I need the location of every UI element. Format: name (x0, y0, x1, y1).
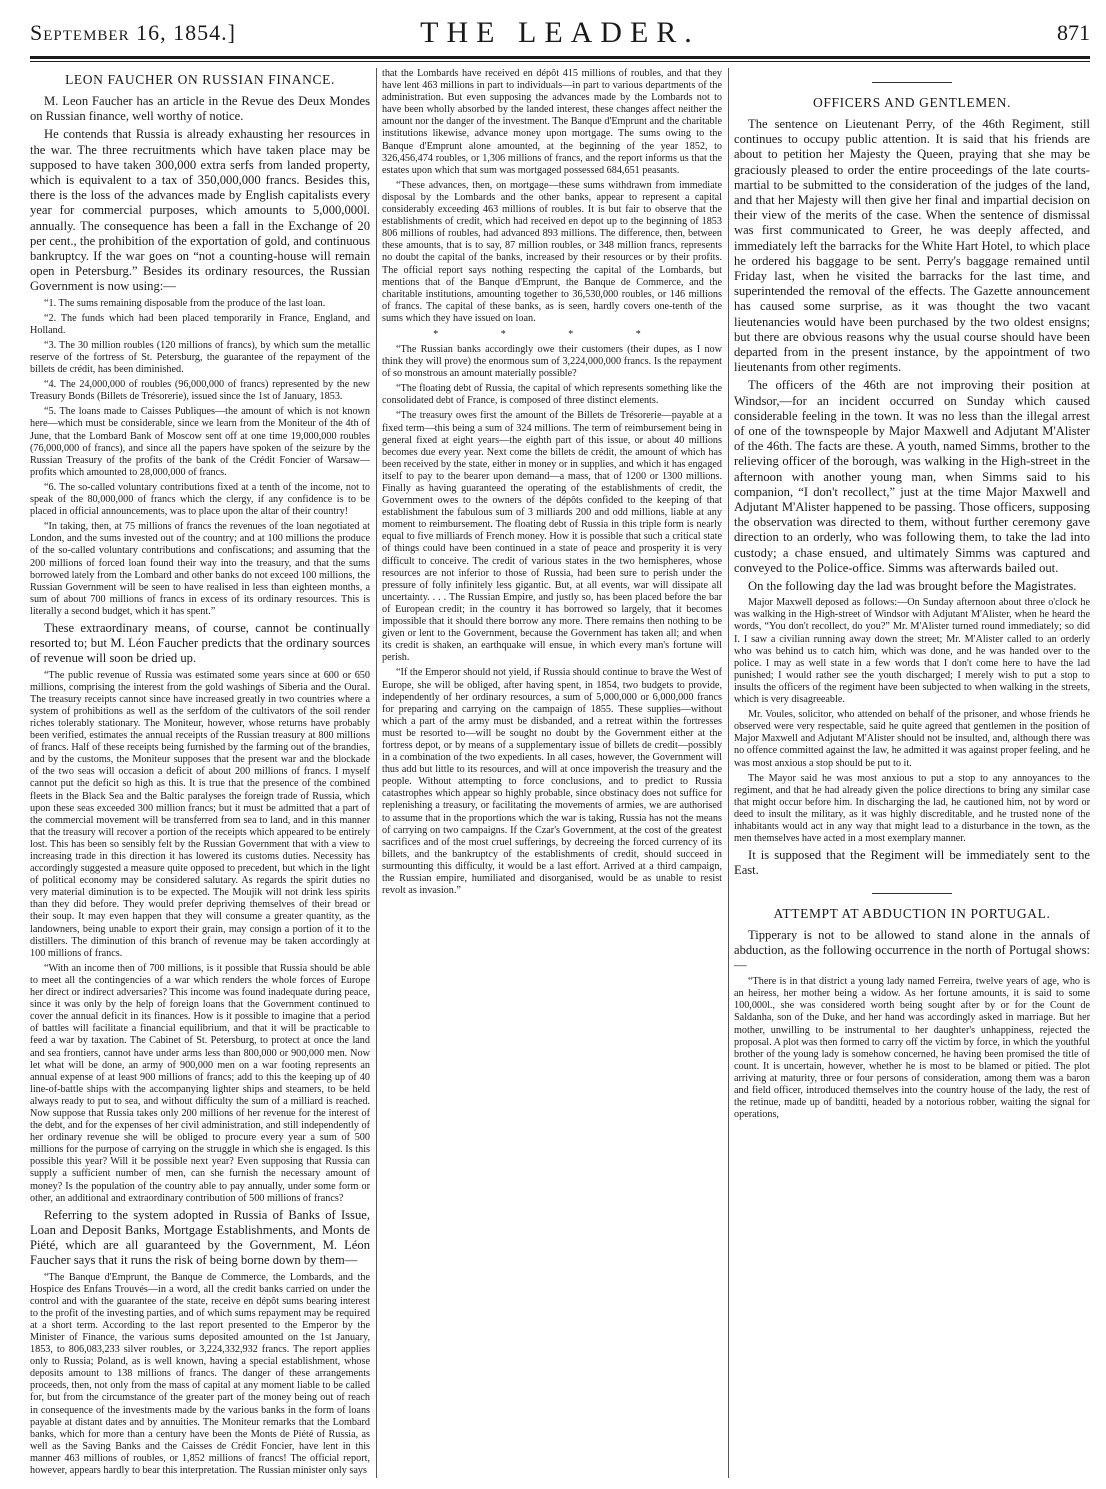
article-title: ATTEMPT AT ABDUCTION IN PORTUGAL. (773, 905, 1051, 921)
quoted-paragraph: Major Maxwell deposed as follows:—On Sunday afternoon about three o'clock he was walking in the High-street of Windsor with Adjutant M'Alister, when he heard the words, “You don't recollect, do you?” Mr. M'Alister turned round immediately; so did I. I saw a civilian running away down the street; Mr. M'Alister called to an orderly who was behind us to catch him, which was done, and he was handed over to the police. I may as well state in a few words that I don't come here to have the lad punished; I would rather see the youth discharged; I merely wish to put a stop to insults the officers of the regiment have been subjected to when walking in the streets, which is very disagreeable. (734, 597, 1090, 706)
paragraph: He contends that Russia is already exhausting her resources in the war. The three recruitments which have taken place may be supposed to have taken 300,000 extra serfs from landed property, which is equivalent to a tax of 350,000,000 francs. Besides this, there is the loss of the advances made by English capitalists every year for commercial purposes, which amounts to 5,000,000l. annually. The consequence has been a fall in the Exchange of 20 per cent., the prohibition of the exportation of gold, and continuous bankruptcy. If the war goes on “not a counting-house will remain open in Petersburg.” Besides its ordinary resources, the Russian Government is now using:— (30, 127, 370, 294)
article-separator (872, 893, 952, 894)
paragraph: It is supposed that the Regiment will be immediately sent to the East. (734, 848, 1090, 878)
quoted-paragraph: “If the Emperor should not yield, if Russia should continue to brave the West of Europe, she will be obliged, after having spent, in 1854, two budgets to provide, independently of her ordinary resources, a sum of 5,000,000 or 6,000,000 francs for preparing and carrying on the campaign of 1855. These supplies—without which a part of the army must be disbanded, and a retreat within the fortresses must be resorted to—will be sought no doubt by the Government either at the fortress depot, or by means of a supplementary issue of billets de credit—possibly in a combination of the two expedients. In all cases, however, the Government will thus add but little to its resources, and will at once impoverish the treasury and the people. Without attempting to force conclusions, and to predict to Russia catastrophes which appear so highly probable, since obstinacy does not suffice for replenishing a treasury, or facilitating the movements of armies, we are authorised to assume that in the proportions which the war is taking, Russia has not the means of carrying on two campaigns. If the Czar's Government, at the cost of the greatest sacrifices and of the most cruel sufferings, by decreeing the forced currency of its billets, and the bankruptcy of the establishments of credit, should succeed in surmounting this difficulty, it would be a last effort. Arrived at a third campaign, the Russian empire, humiliated and disorganised, would be as unable to resist revolt as invasion.” (382, 667, 722, 897)
paragraph: These extraordinary means, of course, cannot be continually resorted to; but M. Léon Faucher predicts that the ordinary sources of revenue will soon be dried up. (30, 620, 370, 666)
quoted-paragraph: “The public revenue of Russia was estimated some years since at 600 or 650 millions, comprising the interest from the gold washings of Siberia and the Oural. The treasury receipts cannot since have increased greatly in two countries where a system of prohibitions as well as the serfdom of the cultivators of the soil render riches tolerably stationary. The Moniteur, however, whose returns have probably been verified, estimates the annual receipts of the Russian treasury at 800 millions of francs. Half of these receipts being furnished by the farming out of the brandies, and by the customs, the Moniteur supposes that the present war and the blockade of the two seas will occasion a deficit of about 200 millions of francs. I myself cannot put the deficit so high as this. It is true that the presence of the combined fleets in the Black Sea and the Baltic paralyses the foreign trade of Russia, which upon these seas exceeded 300 million francs; but it must be admitted that a part of the commercial movement will be transferred from sea to land, and in this manner that the treasury will recover a portion of the receipts which appeared to be entirely lost. This has been so sensibly felt by the Russian Government that with a view to increasing trade in this direction it has lowered its customs duties. Necessity has accordingly suggested a measure quite opposed to precedent, but which in the light of political economy may be considered salutary. As regards the spirit duties no very material diminution is to be expected. The Moujik will not drink less spirits than they did before. They would prefer depriving themselves of their bread or their soup. It may even happen that they will consume a greater quantity, as the landowners, being unable to export their grain, may consign a portion of it to the distillers. The diminution of this branch of revenue may be taken accordingly at 100 millions of francs. (30, 669, 370, 959)
article-title: OFFICERS AND GENTLEMEN. (813, 95, 1011, 110)
quoted-paragraph: that the Lombards have received en dépôt 415 millions of roubles, and that they have lent 463 millions in part to individuals—in part to various departments of the administration. But even supposing the advances made by the Lombards not to have been wholly absorbed by the landed interest, these changes affect neither the amount nor the danger of the investment. The Banque d'Emprunt and the charitable institutions likewise, advance money upon mortgage. The sums owing to the Banque d'Emprunt alone amounted, at the beginning of the year 1852, to 326,456,474 roubles, or 1,306 millions of francs, and the report informs us that the estates upon which that sum was mortgaged possessed 684,651 peasants. (382, 68, 722, 176)
page-number: 871 (1057, 20, 1090, 45)
quoted-paragraph: “The Russian banks accordingly owe their customers (their dupes, as I now think they will prove) the enormous sum of 3,224,000,000 francs. Is the repayment of so monstrous an amount materially possible? (382, 343, 722, 380)
newspaper-title: THE LEADER. (420, 16, 700, 49)
quoted-paragraph: “2. The funds which had been placed temporarily in France, England, and Holland. (30, 312, 370, 336)
column-divider (376, 68, 377, 1478)
issue-date: September 16, 1854.] (30, 20, 236, 45)
quoted-paragraph: “These advances, then, on mortgage—these sums withdrawn from immediate disposal by the Lombards and the other banks, appear to represent a capital considerably exceeding 463 millions of roubles. It is but fair to observe that the establishments of credit, which had received en depot up to the beginning of 1853 806 millions of roubles, had advanced 893 millions. The difference, then, between these amounts, that is to say, 87 million roubles, or 348 million francs, represents no doubt the capital of the banks, increased by their resources or by their profits. The official report says nothing respecting the capital of the Lombards, but mentions that of the Banque d'Emprunt, the Banque de Commerce, and the charitable institutions, amounting together to 36,530,000 roubles, or 146 millions of francs. The capital of these banks, as is seen, hardly covers one-tenth of the sums which they have issued on loan. (382, 179, 722, 324)
column-3 (734, 68, 1090, 1478)
quoted-paragraph: “With an income then of 700 millions, is it possible that Russia should be able to meet all the contingencies of a war which renders the whole forces of Europe her direct or indirect adversaries? This income was found inadequate during peace, since it was only by the help of foreign loans that the Government continued to cover the annual deficit in its finances. How is it possible to imagine that a period of battles will facilitate a financial equilibrium, and that it will be practicable to feed a war by taxation. The Cabinet of St. Petersburg, to protect at once the land and sea frontiers, cannot have under arms less than 800,000 or 900,000 men. Now let what will be done, an army of 900,000 men on a war footing represents an annual expense of at least 900 millions of francs; add to this the keeping up of 40 line-of-battle ships with the accompanying lighter ships and steamers, to be held always ready to put to sea, and without difficulty the sum of a milliard is reached. Now suppose that Russia takes only 200 millions of her revenue for the interest of the debt, and for the expenses of her civil administration, and still independently of her ordinary revenue she will be obliged to procure every year a sum of 500 millions for the purpose of carrying on the struggle in which she is engaged. Is this possible this year? Will it be possible next year? Even supposing that Russia can supply a sufficient number of men, can she furnish the necessary amount of money? Is the population of the country able to pay annually, under some form or other, an additional and extraordinary contribution of 500 millions of francs? (30, 962, 370, 1204)
quoted-paragraph: “4. The 24,000,000 of roubles (96,000,000 of francs) represented by the new Treasury Bonds (Billets de Trésorerie), issued since the 1st of January, 1853. (30, 379, 370, 403)
quoted-paragraph: “1. The sums remaining disposable from the produce of the last loan. (44, 297, 326, 309)
masthead (30, 8, 1090, 52)
paragraph: Referring to the system adopted in Russia of Banks of Issue, Loan and Deposit Banks, Mortgage Establishments, and Monts de Piété, which are all guaranteed by the Government, M. Léon Faucher says that it runs the risk of being borne down by them— (30, 1207, 370, 1268)
quoted-paragraph: The Mayor said he was most anxious to put a stop to any annoyances to the regiment, and that he had already given the police directions to bring any similar case that might occur before him. In discharging the lad, he cautioned him, not by word or deed to insult the military, as it was highly discreditable, and he trusted none of the inhabitants would act in any way that might lead to a disturbance in the town, as the men themselves have acted in a most exemplary manner. (734, 772, 1090, 845)
column-2 (382, 68, 722, 1478)
paragraph: Tipperary is not to be allowed to stand alone in the annals of abduction, as the following occurrence in the north of Portugal shows:— (734, 927, 1090, 972)
paragraph: The sentence on Lieutenant Perry, of the 46th Regiment, still continues to occupy public attention. It is said that his friends are about to petition her Majesty the Queen, praying that she may be graciously pleased to order the entire proceedings of the late courts-martial to be submitted to the consideration of the judges of the land, and that her Majesty will then give her final and impartial decision on their view of the merits of the case. When the sentence of dismissal was first communicated to Greer, he was deeply affected, and immediately left the barracks for the White Hart Hotel, to which place he ordered his baggage to be sent. Perry's baggage remained until Friday last, when he visited the barracks for the last time, and superintended the removal of the effects. The Gazette announcement has caused some surprise, as it was thought the two vacant lieutenancies would have been purchased by the two oldest ensigns; but there are obvious reasons why the usual course should have been departed from in the present instance, by the appointment of two lieutenants from other regiments. (734, 117, 1090, 375)
quoted-paragraph: “The floating debt of Russia, the capital of which represents something like the consolidated debt of France, is composed of three distinct elements. (382, 383, 722, 407)
masthead-rule-thin (30, 61, 1090, 62)
quoted-paragraph: “There is in that district a young lady named Ferreira, twelve years of age, who is an heiress, her mother being a widow. As her fortune amounts, it is said to some 100,000l., she was considered worth being sought after by or for the Count de Saldanha, son of the Duke, and her hand was accordingly asked in marriage. But her mother, unwilling to be instrumental to her daughter's unhappiness, rejected the proposal. A plot was then formed to carry off the victim by force, in which the youthful brother of the young lady is somehow concerned, he having been promised the title of count. It is uncertain, however, whether he is most to be blamed or pitied. The plot arriving at maturity, three or four persons of consideration, among them was a baron and field officer, introduced themselves into the country house of the lady, the rest of the retinue, made up of banditti, headed by a notorious robber, waiting the signal for operations, (734, 976, 1090, 1121)
section-break: * * * * (433, 328, 671, 340)
quoted-paragraph: “In taking, then, at 75 millions of francs the revenues of the loan negotiated at London, and the sums invested out of the country; and at 100 millions the produce of the so-called voluntary contributions and confiscations; and assuming that the 200 millions of forced loan found their way into the treasury, and that the sums borrowed lately from the Lombard and other banks do not exceed 100 millions, the Russian Government will be seen to have realised in less than eighteen months, a sum of about 700 millions of francs in excess of its ordinary resources. This is literally a second budget, which it has spent.” (30, 521, 370, 617)
quoted-paragraph: “3. The 30 million roubles (120 millions of francs), by which sum the metallic reserve of the fortress of St. Petersburg, the guarantee of the repayment of the billets de crédit, has been diminished. (30, 339, 370, 376)
paragraph: M. Leon Faucher has an article in the Revue des Deux Mondes on Russian finance, well worthy of notice. (30, 94, 370, 124)
quoted-paragraph: “6. The so-called voluntary contributions fixed at a tenth of the income, not to speak of the 80,000,000 of francs which the clergy, if any confidence is to be placed in official announcements, was to place upon the altar of their country! (30, 481, 370, 518)
paragraph: On the following day the lad was brought before the Magistrates. (748, 579, 1077, 594)
article-title: LEON FAUCHER ON RUSSIAN FINANCE. (65, 72, 335, 87)
column-1 (30, 68, 370, 1478)
article-separator (872, 82, 952, 83)
quoted-paragraph: “The Banque d'Emprunt, the Banque de Commerce, the Lombards, and the Hospice des Enfans Trouvés—in a word, all the credit banks carried on under the control and with the guarantee of the state, receive en dépôt sums bearing interest to the profit of the investing parties, and of which sums repayment may be required at a short term. According to the last report presented to the Emperor by the Minister of Finance, the various sums deposited amounted on the 1st January, 1853, to 806,083,233 silver roubles, or 3,224,332,932 francs. The report applies only to Russia; Poland, as is well known, having a special establishment, whose deposits amount to 138 millions of francs. The danger of these arrangements proceeds, then, not only from the mass of capital at any moment liable to be called for, but from the circumstance of the greater part of the money being out of reach in consequence of the investments made by the various banks in the form of loans payable at distant dates and by annuities. The Moniteur remarks that the Lombard banks, which for more than a century have been the Monts de Piété of Russia, as well as the Saving Banks and the Caisses de Crédit Foncier, have lent in this manner 463 millions of roubles, or 1,852 millions of francs! The official report, however, appears hardly to bear this interpretation. The Russian minister only says (30, 1271, 370, 1477)
quoted-paragraph: “5. The loans made to Caisses Publiques—the amount of which is not known here—which must be considerable, since we learn from the Moniteur of the 4th of June, that the Lombard Bank of Moscow sent off at one time 19,000,000 roubles (76,000,000 of francs), and since all the papers have spoken of the seizure by the Russian Treasury of the profits of the bank of the Crédit Foncier of Warsaw—profits which amounted to 28,000,000 of francs. (30, 406, 370, 478)
quoted-paragraph: Mr. Voules, solicitor, who attended on behalf of the prisoner, and whose friends he observed were very respectable, said he quite agreed that gentlemen in the position of Major Maxwell and Adjutant M'Alister should not be insulted, and, although there was no offence committed against the law, he admitted it was against proper feeling, and he was most anxious a stop should be put to it. (734, 709, 1090, 769)
masthead-rule (30, 56, 1090, 59)
paragraph: The officers of the 46th are not improving their position at Windsor,—for an incident occurred on Sunday which caused considerable feeling in the town. It was no less than the illegal arrest of one of the townspeople by Major Maxwell and Adjutant M'Alister of the 46th. The facts are these. A youth, named Simms, brother to the relieving officer of the borough, was walking in the High-street in the afternoon with another young man, when Simms said to his companion, “I don't recollect,” just at the time Major Maxwell and Adjutant M'Alister happened to be passing. Those officers, supposing the observation was directed to them, without further ceremony gave direction to an orderly, who was following them, to take the lad into custody; a chase ensued, and ultimately Simms was captured and conveyed to the Police-office. Simms was afterwards bailed out. (734, 378, 1090, 575)
column-divider (728, 68, 729, 1478)
quoted-paragraph: “The treasury owes first the amount of the Billets de Trésorerie—payable at a fixed term—this being a sum of 324 millions. The term of reimbursement being in general fixed at eight years—the eighth part of this issue, or about 40 millions becomes due every year. Next come the billets de crédit, the amount of which has been received by the state, either in money or in supplies, and which it has engaged itself to pay to the bearer upon demand—a mass, that of 1200 or 1300 millions. Finally as having guaranteed the operating of the establishments of credit, the Government owes to the owners of the dépôts confided to the keeping of that establishment the fabulous sum of 3 milliards 200 and odd millions, liable at any moment to reimbursement. The floating debt of Russia in this triple form is nearly equal to five milliards of French money. How it is possible that such a critical state of things could have been continued in a state of peace and prosperity it is very difficult to conceive. The credit of various states in the two hemispheres, whose resources are not inferior to those of Russia, had been sure to perish under the pressure of folly infinitely less gigantic. But, at all events, war will dissipate all uncertainty. . . . The Russian Empire, and justly so, has been placed before the bar of European credit; in the country it has borrowed so largely, that it becomes impossible that it should there borrow any more. There remains then nothing to be given or lent to the Government, because the Government has taken all; and when its credit is shaken, an earthquake will ensue, in which every man's fortune will perish. (382, 410, 722, 664)
